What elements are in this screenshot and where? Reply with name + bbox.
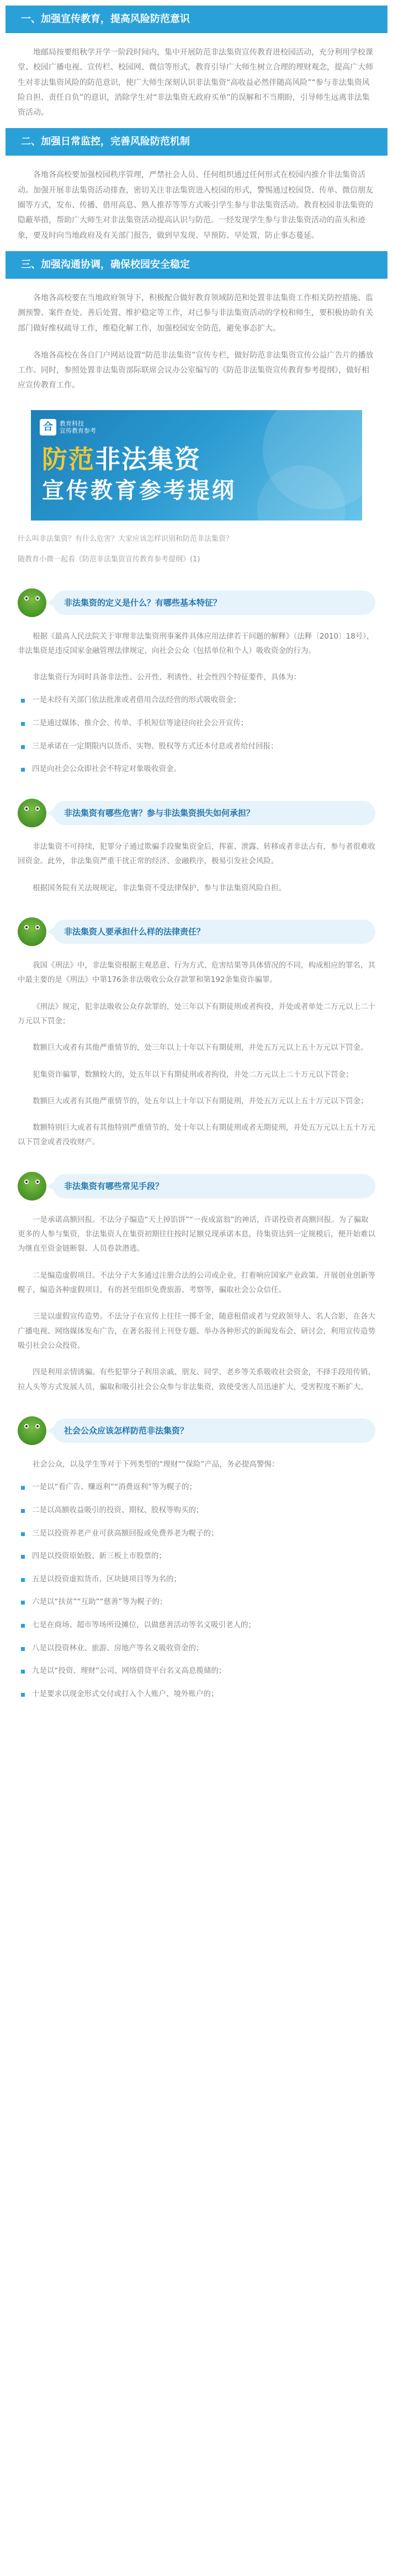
question-bubble: 非法集资的定义是什么？有哪些基本特征？ — [53, 591, 375, 615]
question-header — [18, 917, 375, 946]
question-header — [18, 1172, 375, 1201]
answer-paragraph: 非法集资不可持续，犯罪分子通过欺骗手段聚集资金后，挥霍、泄露、转移或者非法占有，参与者很难收回资金。此外，非法集资严重干扰正常的经济、金融秩序，极易引发社会风险。 — [18, 842, 375, 866]
answer-paragraph: 数额特别巨大或者有其他特别严重情节的，处十年以上有期徒刑或者无期徒刑，并处五万元以上五十万元以下罚金或者没收财产。 — [18, 1123, 375, 1147]
intro-block — [18, 533, 375, 566]
intro-line-2: 随教育小微一起看《防范非法集资宣传教育参考提纲》(1) — [18, 555, 200, 564]
question-bubble: 非法集资有哪些危害？参与非法集资损失如何承担？ — [53, 801, 375, 825]
banner-title — [42, 444, 201, 475]
logo-line-1: 教育科技 — [60, 419, 84, 427]
answer-list — [18, 1480, 375, 1701]
list-item: 七是在商场、超市等场所设摊位，以做慈善活动等名义吸引老人的； — [18, 1618, 375, 1633]
section-heading-3: 三、加强沟通协调，确保校园安全稳定 — [6, 251, 387, 279]
question-bubble: 社会公众应该怎样防范非法集资？ — [53, 1419, 375, 1443]
mascot-icon — [18, 1416, 46, 1445]
section-heading-1: 一、加强宣传教育，提高风险防范意识 — [6, 6, 387, 33]
answer-paragraph: 我国《刑法》中，非法集资根据主观恶意、行为方式、危害结果等具体情况的不同，构成相应的罪名，其中最主要的是《刑法》中第176条非法吸收公众存款罪和第192条集资诈骗罪。 — [18, 960, 375, 985]
list-item: 四是向社会公众即社会不特定对象吸收资金。 — [18, 762, 375, 777]
list-item: 二是通过媒体、推介会、传单、手机短信等途径向社会公开宣传； — [18, 716, 375, 731]
mascot-icon — [18, 588, 46, 617]
answer-paragraph: 社会公众，以及学生等对于下列类型的“理财”“保险”产品，务必提高警惕： — [33, 1459, 279, 1469]
question-header — [18, 799, 375, 827]
list-item: 一是未经有关部门依法批准或者借用合法经营的形式吸收资金； — [18, 693, 375, 708]
list-item: 四是以投资原始股、新三板上市股票的； — [18, 1549, 375, 1564]
logo-line-2: 宣传教育参考 — [60, 427, 96, 434]
list-item: 三是承诺在一定期限内以货币、实物、股权等方式还本付息或者给付回报； — [18, 740, 375, 754]
section-1-paragraph: 地邮局按要组秋学开学一阶段时间内，集中开展防范非法集资宣传教育进校园活动，充分利用学校课堂、校园广播电视、宣传栏、校园网、微信等形式，教育引导广大师生树立合理的理财观念，提高广大师生对非法集资风险的防范意识，使广大师生深刻认识非法集资“高收益必然伴随高风险”“参与非法集资风险自担、责任自负”的意识，消除学生对“非法集资无政府买单”的误解和不当期盼，引导师生远离非法集资活动。 — [18, 48, 373, 118]
mascot-icon — [18, 917, 46, 946]
banner-title-accent: 防范 — [42, 444, 95, 474]
banner-logo — [40, 419, 96, 435]
intro-line-1: 什么叫非法集资？有什么危害？大家应该怎样识别和防范非法集资？ — [18, 534, 233, 543]
answer-paragraph: 数额巨大或者有其他严重情节的，处五年以上十年以下有期徒刑，并处五万元以上五十万元以下罚金； — [33, 1096, 368, 1106]
logo-icon: 合 — [40, 419, 56, 435]
question-bubble: 非法集资有哪些常见手段？ — [53, 1174, 375, 1198]
question-header — [18, 588, 375, 617]
answer-list — [18, 693, 375, 777]
list-item: 八是以投资林业、旅游、房地产等名义吸收资金的； — [18, 1642, 375, 1656]
answer-paragraph: 根据《最高人民法院关于审理非法集资刑事案件具体应用法律若干问题的解释》（法释〔2010〕18号），非法集资是违反国家金融管理法律规定，向社会公众（包括单位和个人）吸收资金的行为。 — [18, 631, 374, 655]
list-item: 三是以投资养老产业可获高额回报或免费养老为幌子的； — [18, 1527, 375, 1541]
answer-paragraph: 三是以虚假宣传造势。不法分子在宣传上往往一掷千金，随意租借或者与党政领导人、名人合影，在各大广播电视、网络媒体发布广告，在著名报刊上刊登专题、举办各种形式的新闻发布会、研讨会，利用宣传造势吸引社会公众投资。 — [18, 1312, 375, 1350]
answer-paragraph: 一是承诺高额回报。不法分子编造“天上掉馅饼”“一夜成富翁”的神话，许诺投资者高额回报。为了骗取更多的人参与集资，非法集资人在集资初期往往按时足额兑现承诺本息，待集资达到一定规模后，便开始难以为继直至资金链断裂、人员卷款潜逃。 — [18, 1215, 375, 1254]
banner-image — [31, 410, 362, 520]
mascot-icon — [18, 799, 46, 827]
answer-paragraph: 二是编造虚假项目。不法分子大多通过注册合法的公司或企业，打着响应国家产业政策、开展创业创新等幌子，编造各种虚假项目，有的甚至组织免费旅游、考察等，骗取社会公众信任。 — [18, 1271, 375, 1295]
extra-paragraph: 各地各高校在各自门户网站设置“防范非法集资”宣传专栏，做好防范非法集资宣传公益广告片的播放工作。同时，参照处置非法集资部际联席会议办公室编写的《防范非法集资宣传教育参考提纲》，做好相应宣传教育工作。 — [18, 350, 374, 390]
list-item: 九是以“投资、理财”公司、网络借贷平台名义高息揽储的； — [18, 1664, 375, 1679]
question-bubble: 非法集资人要承担什么样的法律责任？ — [53, 920, 375, 944]
question-header — [18, 1416, 375, 1445]
list-item: 十是要求以现金形式交付或打入个人账户、境外账户的； — [18, 1687, 375, 1702]
banner-title-rest: 非法集资 — [95, 444, 201, 474]
section-3-paragraph: 各地各高校要在当地政府领导下，积极配合做好教育领域防范和处置非法集资工作相关防控措施、监测预警、案件查处、善后处置、维护稳定等工作，对已参与非法集资活动的学校和师生，要积极协助有关部门做好维权疏导工作，维稳化解工作，加强校园安全防范，避免事态扩大。 — [18, 293, 373, 333]
banner-subtitle: 宣传教育参考提纲 — [42, 477, 236, 503]
list-item: 一是以“看广告、赚返利”“消费返利”等为幌子的； — [18, 1480, 375, 1495]
list-item: 六是以“扶贫”“互助”“慈善”等为幌子的； — [18, 1595, 375, 1610]
section-2-paragraph: 各地各高校要加强校园秩序管理，严禁社会人员、任何组织通过任何形式在校园内推介非法集资活动。加强开展非法集资活动排查，密切关注非法集资进入校园的形式，警惕通过校园贷、传单、微信朋友圈等方式，发布、传播、借用高息、熟人推荐等等方式吸引学生参与非法集资活动。教育校园非法集资的隐蔽举措，帮助广大师生对非法集资活动提高认识与防范。一经发现学生参与非法集资活动的苗头和迹象，要及时向当地政府及有关部门报告，做到早发现、早预防、早处置，防止事态蔓延。 — [18, 171, 373, 240]
list-item: 五是以投资虚拟货币、区块链项目等为名的； — [18, 1573, 375, 1587]
answer-paragraph: 根据国务院有关法规规定，非法集资不受法律保护，参与非法集资风险自担。 — [33, 883, 286, 893]
answer-paragraph: 数额巨大或者有其他严重情节的，处三年以上十年以下有期徒刑，并处五万元以上五十万元以下罚金。 — [33, 1043, 368, 1053]
section-heading-2: 二、加强日常监控，完善风险防范机制 — [6, 128, 387, 156]
answer-paragraph: 四是利用亲情诱骗。有些犯罪分子利用亲戚、朋友、同学、老乡等关系吸收社会资金，不择手段用传销、拉人头等方式发展人员，骗取和吸引社会公众参与非法集资，致使受害人员迅速扩大，受害程度不断扩大。 — [18, 1368, 375, 1391]
list-item: 二是以高额收益吸引的投资、期权、股权等购买的； — [18, 1504, 375, 1518]
answer-paragraph: 犯集资诈骗罪，数额较大的，处五年以下有期徒刑或者拘役，并处二万元以上二十万元以下罚金； — [33, 1070, 353, 1079]
answer-paragraph: 非法集资行为同时具备非法性、公开性、利诱性、社会性四个特征要件，具体为： — [33, 673, 301, 682]
mascot-icon — [18, 1172, 46, 1201]
answer-paragraph: 《刑法》规定，犯非法吸收公众存款罪的，处三年以下有期徒刑或者拘役，并处或者单处二万元以上二十万元以下罚金； — [18, 1002, 375, 1026]
